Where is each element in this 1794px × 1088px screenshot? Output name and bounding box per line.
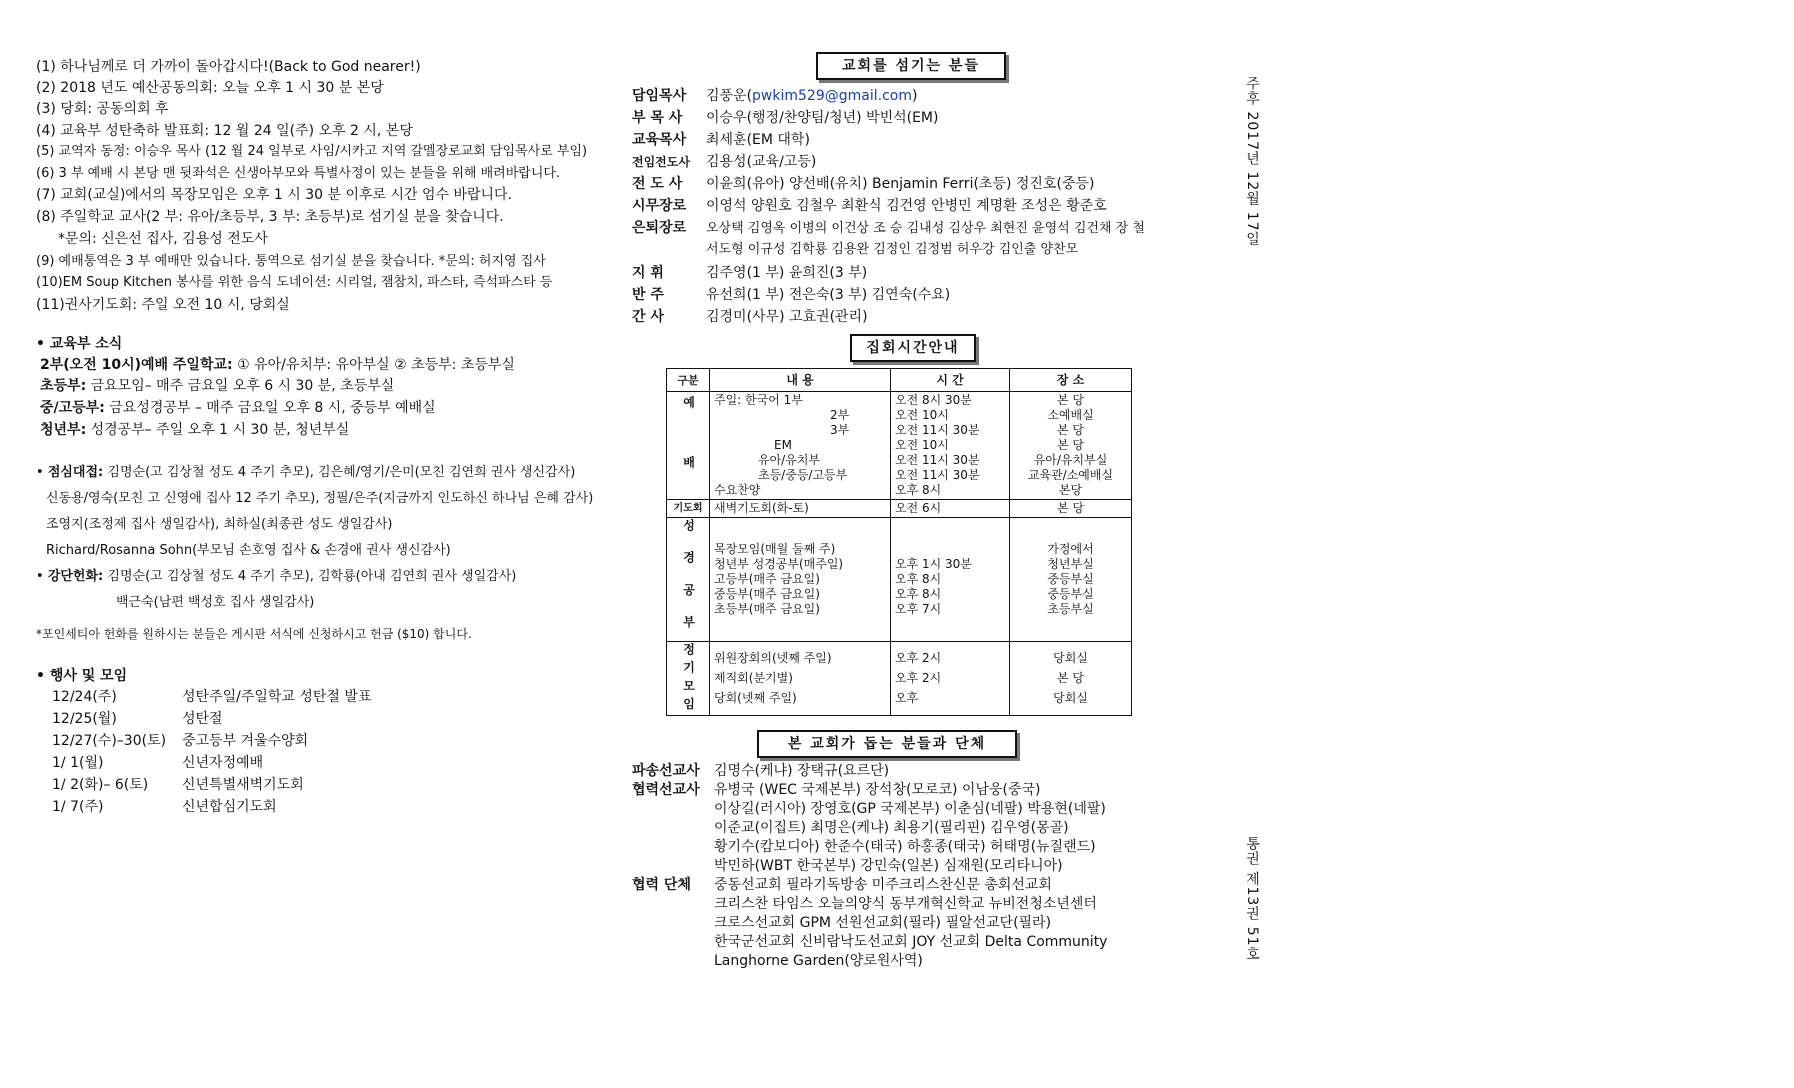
- worship-times: 오전 8시 30분 오전 10시 오전 11시 30분 오전 10시 오전 11시 30분 오전 11시 30분 오후 8시: [891, 392, 1010, 500]
- bible-study-items: 목장모임(매월 둘째 주) 청년부 성경공부(매주일) 고등부(매주 금요일) 중등부(매주 금요일) 초등부(매주 금요일): [710, 518, 891, 642]
- staff-row: 전 도 사 이윤희(유아) 양선배(유치) Benjamin Ferri(초등) 정진호(중등): [632, 176, 1095, 192]
- event-date: 1/ 1(월): [52, 755, 104, 771]
- schedule-header-row: [667, 369, 1132, 392]
- announcement-item: (2) 2018 년도 예산공동의회: 오늘 오후 1 시 30 분 본당: [36, 80, 384, 96]
- partner-row: 박민하(WBT 한국본부) 강민숙(일본) 심재원(모리타니아): [714, 858, 1063, 874]
- partner-row: 크로스선교회 GPM 선원선교회(필라) 필알선교단(필라): [714, 915, 1052, 931]
- meeting-times: 오후 2시 오후 2시 오후: [891, 641, 1010, 716]
- category-worship: 예 배: [667, 392, 710, 500]
- poinsettia-note: *포인세티아 헌화를 원하시는 분들은 게시판 서식에 신청하시고 헌금 ($10) 합니다.: [36, 627, 472, 641]
- partner-row: 크리스찬 타임스 오늘의양식 동부개혁신학교 뉴비전청소년센터: [714, 896, 1097, 912]
- staff-row: 은퇴장로 오상택 김영옥 이병의 이건상 조 승 김내성 김상우 최현진 윤영석 김건채 장 철: [632, 220, 1145, 236]
- education-heading: • 교육부 소식: [36, 336, 123, 352]
- bible-study-times: 오후 1시 30분 오후 8시 오후 8시 오후 7시: [891, 518, 1010, 642]
- announcement-item: (8) 주일학교 교사(2 부: 유아/초등부, 3 부: 초등부)로 섬기실 분을 찾습니다.: [36, 209, 504, 225]
- schedule-row: [667, 641, 1132, 716]
- staff-row: 담임목사 김풍운(pwkim529@gmail.com): [632, 88, 918, 104]
- event-date: 12/24(주): [52, 689, 117, 705]
- category-bible-study: 성 경 공 부: [667, 518, 710, 642]
- event-date: 1/ 2(화)– 6(토): [52, 777, 149, 793]
- header-time: 시 간: [891, 369, 1010, 392]
- announcement-item: (5) 교역자 동정: 이승우 목사 (12 월 24 일부로 사임/시카고 지역 갈멜장로교회 담임목사로 부임): [36, 144, 588, 159]
- partner-row: 파송선교사 김명수(케냐) 장택규(요르단): [632, 763, 890, 779]
- events-heading: • 행사 및 모임: [36, 668, 128, 684]
- event-name: 신년자정예배: [182, 755, 264, 771]
- announcement-item: (10)EM Soup Kitchen 봉사를 위한 음식 도네이션: 시리얼, 잼참치, 파스타, 즉석파스타 등: [36, 275, 553, 290]
- education-line: 청년부: 성경공부– 주일 오후 1 시 30 분, 청년부실: [40, 422, 350, 438]
- partners-title: 본 교회가 돕는 분들과 단체: [757, 730, 1017, 758]
- event-name: 신년합심기도회: [182, 799, 277, 815]
- event-name: 중고등부 겨울수양회: [182, 733, 309, 749]
- header-category: 구분: [667, 369, 710, 392]
- schedule-title: 집회시간안내: [850, 334, 976, 362]
- meeting-items: 위원장회의(넷째 주일) 제직회(분기별) 당회(넷째 주일): [710, 641, 891, 716]
- staff-row-continued: 서도형 이규성 김학룡 김용완 김정인 김정범 허우강 김인출 양찬모: [706, 242, 1079, 257]
- staff-row: 부 목 사 이승우(행정/찬양팀/청년) 박빈석(EM): [632, 110, 939, 126]
- schedule-table: [666, 368, 1132, 716]
- flowers-line: 백근숙(남편 백성호 집사 생일감사): [116, 595, 315, 610]
- event-name: 성탄주일/주일학교 성탄절 발표: [182, 689, 372, 705]
- education-line: 2부(오전 10시)예배 주일학교: ① 유아/유치부: 유아부실 ② 초등부: 초등부실: [40, 357, 515, 373]
- prayer-items: 새벽기도회(화-토): [710, 500, 891, 518]
- prayer-times: 오전 6시: [891, 500, 1010, 518]
- lunch-line: Richard/Rosanna Sohn(부모님 손호영 집사 & 손경애 권사 생신감사): [46, 543, 451, 558]
- announcement-item: *문의: 신은선 집사, 김용성 전도사: [58, 231, 268, 247]
- meeting-places: 당회실 본 당 당회실: [1010, 641, 1132, 716]
- announcement-item: (11)권사기도회: 주일 오전 10 시, 당회실: [36, 297, 290, 313]
- event-date: 12/27(수)–30(토): [52, 733, 167, 749]
- announcement-item: (9) 예배통역은 3 부 예배만 있습니다. 통역으로 섬기실 분을 찾습니다. *문의: 허지영 집사: [36, 254, 546, 269]
- partner-row: 한국군선교회 신비람낙도선교회 JOY 선교회 Delta Community: [714, 934, 1108, 950]
- flowers-line: • 강단헌화: 김명순(고 김상철 성도 4 주기 추모), 김학룡(아내 김연희 권사 생일감사): [36, 569, 517, 584]
- education-line: 초등부: 금요모임– 매주 금요일 오후 6 시 30 분, 초등부실: [40, 378, 395, 394]
- event-name: 성탄절: [182, 711, 223, 727]
- partner-row: 이상길(러시아) 장영호(GP 국제본부) 이춘심(네팔) 박용현(네팔): [714, 801, 1106, 817]
- partner-row: Langhorne Garden(양로원사역): [714, 953, 923, 969]
- schedule-row: [667, 518, 1132, 642]
- staff-row: 반 주 유선희(1 부) 전은숙(3 부) 김연숙(수요): [632, 287, 951, 303]
- partner-row: 황기수(캄보디아) 한준수(태국) 하홍종(태국) 허태명(뉴질랜드): [714, 839, 1096, 855]
- pastor-email-link[interactable]: pwkim529@gmail.com: [752, 88, 912, 104]
- education-line: 중/고등부: 금요성경공부 – 매주 금요일 오후 8 시, 중등부 예배실: [40, 400, 436, 416]
- event-date: 12/25(월): [52, 711, 117, 727]
- header-place: 장 소: [1010, 369, 1132, 392]
- lunch-line: 신동용/영숙(모친 고 신영애 집사 12 주기 추모), 정필/은주(지금까지 인도하신 하나님 은혜 감사): [46, 491, 594, 506]
- announcement-item: (4) 교육부 성탄축하 발표회: 12 월 24 일(주) 오후 2 시, 본당: [36, 123, 413, 139]
- lunch-line: 조영지(조정제 집사 생일감사), 최하실(최종관 성도 생일감사): [46, 517, 393, 532]
- category-meetings: 정 기 모 임: [667, 641, 710, 716]
- event-name: 신년특별새벽기도회: [182, 777, 304, 793]
- staff-row: 간 사 김경미(사무) 고효권(관리): [632, 309, 868, 325]
- worship-items: 주일: 한국어 1부 2부 3부 EM 유아/유치부 초등/중등/고등부 수요찬양: [710, 392, 891, 500]
- partner-row: 협력 단체 중동선교회 필라기독방송 미주크리스찬신문 총회선교회: [632, 877, 1052, 893]
- lunch-line: • 점심대접: 김명순(고 김상철 성도 4 주기 추모), 김은혜/영기/은미(모친 김연희 권사 생신감사): [36, 465, 576, 480]
- event-date: 1/ 7(주): [52, 799, 104, 815]
- announcement-item: (7) 교회(교실)에서의 목장모임은 오후 1 시 30 분 이후로 시간 엄수 바랍니다.: [36, 187, 513, 203]
- staff-title: 교회를 섬기는 분들: [816, 52, 1006, 80]
- schedule-row: [667, 500, 1132, 518]
- partner-row: 협력선교사 유병국 (WEC 국제본부) 장석창(모로코) 이남웅(중국): [632, 782, 1041, 798]
- partner-row: 이준교(이집트) 최명은(케냐) 최용기(필리핀) 김우영(몽골): [714, 820, 1069, 836]
- schedule-row: [667, 392, 1132, 500]
- staff-row: 교육목사 최세훈(EM 대학): [632, 132, 810, 148]
- staff-row: 시무장로 이영석 양원호 김철우 최환식 김건영 안병민 계명환 조성은 황준호: [632, 198, 1107, 214]
- announcement-item: (3) 당회: 공동의회 후: [36, 101, 169, 117]
- category-prayer: 기도회: [667, 500, 710, 518]
- header-content: 내 용: [710, 369, 891, 392]
- staff-row: 전임전도사 김용성(교육/고등): [632, 154, 817, 170]
- worship-places: 본 당 소예배실 본 당 본 당 유아/유치부실 교육관/소예배실 본당: [1010, 392, 1132, 500]
- bulletin-date: 주후 2017년 12월 17일: [1244, 76, 1260, 247]
- prayer-places: 본 당: [1010, 500, 1132, 518]
- announcement-item: (1) 하나님께로 더 가까이 돌아갑시다!(Back to God nearer!): [36, 59, 421, 75]
- bulletin-volume: 통권 제13권 51호: [1244, 836, 1260, 962]
- bible-study-places: 가정에서 청년부실 중등부실 중등부실 초등부실: [1010, 518, 1132, 642]
- staff-row: 지 휘 김주영(1 부) 윤희진(3 부): [632, 265, 868, 281]
- announcement-item: (6) 3 부 예배 시 본당 맨 뒷좌석은 신생아부모와 특별사정이 있는 분들을 위해 배려바랍니다.: [36, 166, 561, 181]
